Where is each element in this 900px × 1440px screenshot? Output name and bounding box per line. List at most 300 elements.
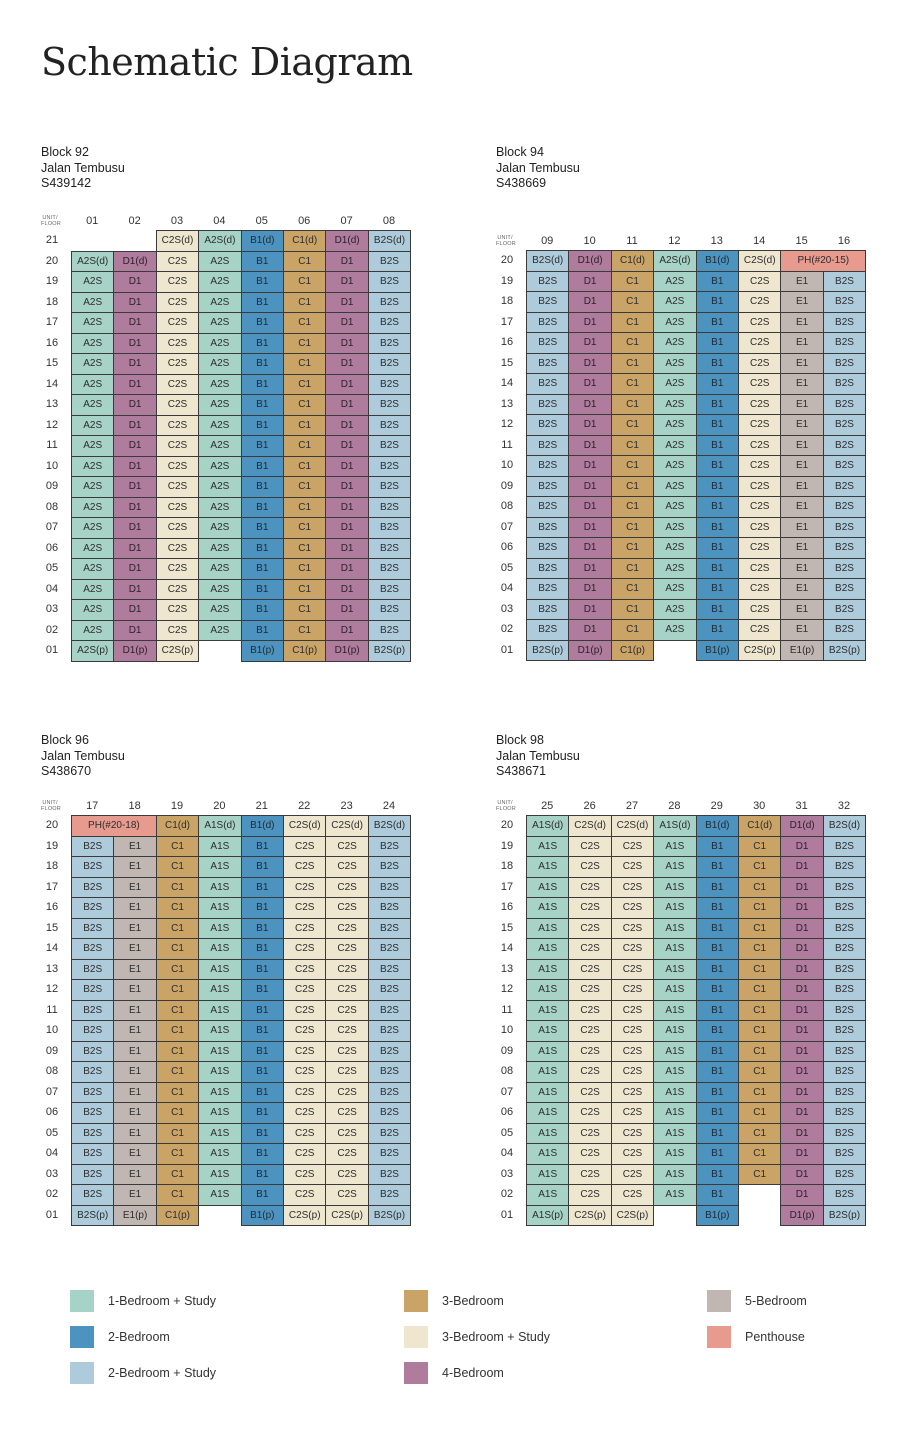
- unit-cell: A1S: [526, 1164, 569, 1186]
- unit-cell: B2S: [526, 496, 569, 518]
- unit-cell: A1S: [526, 877, 569, 899]
- unit-header: 06: [298, 215, 311, 227]
- unit-cell: B2S: [71, 1164, 114, 1186]
- unit-cell: D1: [113, 435, 156, 457]
- unit-cell: B2S: [823, 1061, 866, 1083]
- unit-cell: B2S: [368, 1020, 411, 1042]
- unit-cell: C1: [611, 332, 654, 354]
- unit-cell: A2S: [653, 537, 696, 559]
- unit-header: 05: [255, 215, 268, 227]
- unit-cell: D1(d): [780, 815, 823, 837]
- unit-cell: B1: [241, 374, 284, 396]
- unit-cell: C2S: [568, 1041, 611, 1063]
- unit-cell: B1(d): [241, 815, 284, 837]
- floor-label: 19: [500, 274, 514, 287]
- unit-cell: C2S: [738, 271, 781, 293]
- unit-cell: C1: [156, 856, 199, 878]
- unit-cell: C2S: [611, 1061, 654, 1083]
- unit-cell: A1S: [526, 897, 569, 919]
- unit-cell: B2S: [368, 959, 411, 981]
- legend-item: [707, 1290, 807, 1312]
- unit-floor-label: UNIT/ FLOOR: [41, 215, 61, 227]
- unit-cell: C2S: [156, 353, 199, 375]
- unit-cell: D1: [113, 538, 156, 560]
- floor-label: 20: [45, 254, 59, 267]
- unit-cell: B2S: [368, 1082, 411, 1104]
- unit-cell: B2S: [823, 938, 866, 960]
- unit-cell: B1(p): [696, 1205, 739, 1227]
- unit-header: 20: [213, 800, 226, 812]
- unit-cell: C2S: [568, 877, 611, 899]
- unit-cell: A1S: [653, 1000, 696, 1022]
- unit-cell: C1(p): [611, 640, 654, 662]
- unit-cell: C2S: [325, 1020, 368, 1042]
- floor-label: 16: [45, 336, 59, 349]
- unit-cell: B2S: [368, 1184, 411, 1206]
- floor-label: 14: [45, 377, 59, 390]
- legend-swatch: [707, 1326, 731, 1348]
- unit-cell: B1: [241, 1164, 284, 1186]
- unit-cell: C1: [156, 1123, 199, 1145]
- unit-cell: A2S: [71, 579, 114, 601]
- floor-label: 19: [45, 275, 59, 287]
- unit-cell: C2S: [568, 836, 611, 858]
- unit-cell: A1S: [653, 856, 696, 878]
- unit-cell: E1: [113, 1123, 156, 1145]
- unit-cell: B1: [241, 579, 284, 601]
- unit-cell: C2S: [611, 1164, 654, 1186]
- unit-cell: D1: [568, 476, 611, 498]
- unit-cell: C1: [611, 373, 654, 395]
- block-postal: S438670: [41, 764, 92, 778]
- unit-cell: B2S(p): [823, 640, 866, 662]
- unit-cell: D1: [325, 312, 368, 334]
- unit-cell: D1: [780, 959, 823, 981]
- unit-cell: E1: [780, 558, 823, 580]
- unit-cell: C2S: [156, 312, 199, 334]
- unit-cell: C2S: [738, 394, 781, 416]
- floor-label: 08: [500, 1065, 514, 1077]
- unit-cell: B2S: [823, 1143, 866, 1165]
- unit-cell: B1: [241, 1000, 284, 1022]
- unit-cell: C2S: [568, 1082, 611, 1104]
- unit-cell: B2S: [368, 1102, 411, 1124]
- unit-cell: A2S: [653, 619, 696, 641]
- unit-cell: C2S(d): [611, 815, 654, 837]
- unit-cell: A2S: [198, 620, 241, 642]
- unit-cell: A1S: [653, 938, 696, 960]
- unit-cell: B1: [696, 1143, 739, 1165]
- unit-cell: B2S: [823, 897, 866, 919]
- unit-cell: C2S(p): [568, 1205, 611, 1227]
- unit-cell: B2S: [526, 271, 569, 293]
- unit-cell: D1: [325, 538, 368, 560]
- unit-cell: C1: [156, 1143, 199, 1165]
- floor-label: 14: [500, 942, 514, 954]
- unit-cell: E1: [780, 476, 823, 498]
- block-street: Jalan Tembusu: [496, 748, 580, 763]
- unit-cell: C2S: [325, 1000, 368, 1022]
- unit-cell: A2S: [71, 312, 114, 334]
- unit-cell: A2S: [653, 394, 696, 416]
- floor-label: 15: [500, 356, 514, 369]
- unit-cell: D1: [568, 332, 611, 354]
- unit-cell: B1: [696, 599, 739, 621]
- unit-cell: A2S: [198, 415, 241, 437]
- unit-cell: C2S: [156, 271, 199, 293]
- floor-label: 01: [45, 644, 59, 656]
- unit-cell: B1: [241, 1123, 284, 1145]
- unit-cell: A1S: [653, 959, 696, 981]
- unit-cell: C2S: [156, 394, 199, 416]
- unit-cell: B2S: [368, 836, 411, 858]
- unit-cell: A2S: [198, 374, 241, 396]
- unit-cell: D1: [325, 292, 368, 314]
- unit-cell: C2S: [568, 1000, 611, 1022]
- block-block: Block 92: [41, 145, 89, 159]
- unit-cell: C2S(d): [325, 815, 368, 837]
- unit-cell: A2S: [653, 353, 696, 375]
- unit-cell: C1: [283, 292, 326, 314]
- unit-cell: C2S: [325, 918, 368, 940]
- unit-cell: B2S: [823, 496, 866, 518]
- unit-cell: A2S: [653, 312, 696, 334]
- unit-cell: B2S: [823, 558, 866, 580]
- unit-cell: C1: [738, 1102, 781, 1124]
- unit-cell: E1: [113, 1082, 156, 1104]
- unit-cell: D1: [780, 938, 823, 960]
- unit-cell: B1: [696, 1102, 739, 1124]
- unit-cell: D1: [568, 619, 611, 641]
- unit-header: 21: [255, 800, 268, 812]
- unit-cell: B2S: [71, 918, 114, 940]
- legend-label: 5-Bedroom: [745, 1294, 807, 1308]
- unit-cell: B2S: [823, 455, 866, 477]
- floor-label: 06: [45, 1106, 59, 1118]
- unit-cell: B2S: [526, 476, 569, 498]
- unit-cell: A2S: [653, 517, 696, 539]
- unit-cell: A1S: [526, 1020, 569, 1042]
- unit-cell: C2S(p): [283, 1205, 326, 1227]
- unit-cell: C1: [738, 897, 781, 919]
- floor-label: 03: [45, 1167, 59, 1180]
- unit-cell: B2S: [71, 856, 114, 878]
- block-block: Block 94: [496, 145, 544, 159]
- unit-cell: A1S: [526, 938, 569, 960]
- unit-cell: C2S: [325, 959, 368, 981]
- unit-cell: C1: [611, 312, 654, 334]
- unit-cell: C1: [283, 538, 326, 560]
- unit-cell: D1: [325, 353, 368, 375]
- unit-cell: A1S: [653, 877, 696, 899]
- unit-cell: C2S: [738, 414, 781, 436]
- unit-header: 22: [298, 800, 311, 812]
- unit-cell: B2S: [823, 599, 866, 621]
- legend-label: 2-Bedroom + Study: [108, 1366, 217, 1380]
- unit-cell: A1S: [653, 1184, 696, 1206]
- unit-cell: C2S: [568, 1184, 611, 1206]
- unit-header: 01: [86, 215, 99, 227]
- unit-cell: C2S: [283, 1164, 326, 1186]
- floor-label: 19: [500, 839, 514, 852]
- unit-cell: B1: [241, 312, 284, 334]
- unit-cell: C2S: [568, 1061, 611, 1083]
- unit-cell: B2S: [526, 312, 569, 334]
- unit-cell: A1S: [198, 1164, 241, 1186]
- unit-cell: E1: [780, 517, 823, 539]
- floor-label: 11: [46, 439, 58, 451]
- unit-cell: A2S: [653, 455, 696, 477]
- unit-cell: B2S: [368, 251, 411, 273]
- unit-cell: B1: [696, 619, 739, 641]
- legend-swatch: [70, 1326, 94, 1348]
- unit-cell: A1S: [526, 856, 569, 878]
- unit-cell: B2S: [368, 1061, 411, 1083]
- unit-cell: C2S: [325, 1123, 368, 1145]
- unit-cell: C1: [611, 496, 654, 518]
- unit-cell: C2S: [611, 1082, 654, 1104]
- unit-cell: B1: [696, 373, 739, 395]
- unit-cell: A2S(d): [653, 250, 696, 272]
- unit-cell: C1: [738, 1164, 781, 1186]
- floor-label: 03: [500, 602, 514, 615]
- unit-cell: C2S: [325, 979, 368, 1001]
- unit-cell: D1: [325, 251, 368, 273]
- unit-cell: B1: [241, 292, 284, 314]
- unit-cell: B1: [241, 476, 284, 498]
- floor-label: 17: [500, 315, 514, 328]
- floor-label: 08: [500, 500, 514, 512]
- unit-cell: B1: [241, 897, 284, 919]
- unit-cell: B2S: [823, 918, 866, 940]
- unit-cell: A2S: [71, 538, 114, 560]
- unit-cell: B2S: [823, 1184, 866, 1206]
- unit-cell: A2S: [653, 476, 696, 498]
- unit-cell: B2S(p): [368, 1205, 411, 1227]
- unit-cell: D1(p): [113, 640, 156, 662]
- unit-cell: B1: [696, 312, 739, 334]
- unit-cell: C2S(d): [156, 230, 199, 252]
- unit-cell: C2S: [738, 517, 781, 539]
- floor-label: 04: [500, 582, 514, 594]
- unit-cell: C2S: [156, 558, 199, 580]
- unit-cell: B1: [696, 476, 739, 498]
- unit-cell: C2S: [283, 918, 326, 940]
- unit-cell: D1: [113, 271, 156, 293]
- unit-cell: C1: [156, 1164, 199, 1186]
- unit-cell: B2S: [71, 1082, 114, 1104]
- unit-cell: D1: [113, 476, 156, 498]
- unit-cell: C2S: [611, 1041, 654, 1063]
- unit-cell: C1: [611, 619, 654, 641]
- unit-cell: C1: [738, 1020, 781, 1042]
- unit-floor-label: UNIT/ FLOOR: [496, 800, 516, 812]
- unit-cell: B2S: [368, 579, 411, 601]
- unit-cell: B2S: [526, 414, 569, 436]
- floor-label: 02: [500, 623, 514, 635]
- floor-label: 12: [45, 418, 59, 431]
- unit-cell: A2S: [71, 599, 114, 621]
- unit-header: 15: [795, 235, 808, 247]
- unit-cell: B2S: [526, 373, 569, 395]
- floor-label: 09: [45, 480, 59, 492]
- unit-cell: D1: [568, 353, 611, 375]
- unit-cell: C1: [156, 1000, 199, 1022]
- unit-cell: C2S(p): [611, 1205, 654, 1227]
- unit-cell: B1(p): [241, 1205, 284, 1227]
- unit-cell: C2S: [611, 979, 654, 1001]
- unit-cell: C1: [738, 836, 781, 858]
- unit-cell: C2S: [611, 856, 654, 878]
- unit-cell: C2S: [283, 877, 326, 899]
- unit-cell: B2S: [368, 415, 411, 437]
- unit-cell: B1(d): [696, 815, 739, 837]
- unit-cell: A2S: [198, 292, 241, 314]
- floor-label: 04: [500, 1147, 514, 1159]
- unit-cell: E1: [780, 394, 823, 416]
- unit-cell: D1: [568, 394, 611, 416]
- unit-cell: C2S: [611, 1143, 654, 1165]
- unit-cell: C2S: [156, 333, 199, 355]
- floor-label: 13: [45, 962, 59, 975]
- unit-cell: C2S: [738, 435, 781, 457]
- unit-cell: B1(d): [241, 230, 284, 252]
- unit-cell: C2S: [325, 1041, 368, 1063]
- unit-cell: C1: [283, 374, 326, 396]
- block-block: Block 98: [496, 733, 544, 747]
- unit-cell: C1(p): [156, 1205, 199, 1227]
- unit-cell: B1: [696, 496, 739, 518]
- unit-cell: C1: [738, 856, 781, 878]
- unit-cell: B1: [241, 517, 284, 539]
- unit-cell: C1: [156, 1061, 199, 1083]
- unit-cell: B2S: [823, 291, 866, 313]
- unit-header: 04: [213, 215, 226, 227]
- unit-cell: C1: [156, 877, 199, 899]
- block-postal: S438671: [496, 764, 547, 778]
- unit-cell: B2S: [368, 856, 411, 878]
- unit-cell: B1: [696, 959, 739, 981]
- unit-cell: C2S: [738, 332, 781, 354]
- floor-label: 10: [500, 1024, 514, 1036]
- unit-cell: E1: [780, 271, 823, 293]
- unit-cell: A1S: [198, 1020, 241, 1042]
- floor-label: 10: [45, 1024, 59, 1036]
- unit-cell: A2S: [71, 620, 114, 642]
- unit-cell: D1: [325, 620, 368, 642]
- unit-cell: C1: [611, 517, 654, 539]
- legend-label: 3-Bedroom + Study: [442, 1330, 551, 1344]
- unit-cell: C1: [738, 938, 781, 960]
- unit-cell: D1: [780, 1102, 823, 1124]
- unit-cell: C2S: [611, 1000, 654, 1022]
- unit-header: 09: [541, 235, 554, 247]
- unit-cell: A1S: [526, 959, 569, 981]
- unit-cell: C2S: [325, 897, 368, 919]
- unit-cell: C1: [156, 938, 199, 960]
- unit-cell: C2S: [156, 292, 199, 314]
- unit-cell: B1: [696, 1041, 739, 1063]
- unit-header: 08: [382, 215, 396, 227]
- unit-cell: E1: [113, 1143, 156, 1165]
- floor-label: 05: [500, 561, 514, 574]
- unit-cell: E1: [113, 877, 156, 899]
- legend-swatch: [404, 1290, 428, 1312]
- unit-cell: A2S: [71, 517, 114, 539]
- unit-cell: D1: [568, 537, 611, 559]
- unit-cell: E1: [113, 1184, 156, 1206]
- floor-label: 05: [500, 1126, 514, 1139]
- unit-header: 12: [668, 235, 681, 247]
- unit-cell: C1: [283, 620, 326, 642]
- unit-cell: B2S: [368, 353, 411, 375]
- unit-cell: C2S: [611, 918, 654, 940]
- floor-label: 10: [500, 459, 514, 471]
- unit-header: 25: [541, 800, 554, 812]
- unit-cell: D1: [325, 415, 368, 437]
- unit-cell: B1: [696, 271, 739, 293]
- floor-label: 07: [500, 1085, 514, 1098]
- unit-cell: B1: [696, 1123, 739, 1145]
- floor-label: 15: [500, 921, 514, 934]
- unit-cell: C1: [738, 1061, 781, 1083]
- unit-cell: A2S: [71, 333, 114, 355]
- unit-cell: D1(d): [113, 251, 156, 273]
- legend-item: [404, 1290, 504, 1312]
- unit-cell: A2S: [71, 292, 114, 314]
- unit-cell: C2S: [156, 517, 199, 539]
- unit-cell: A2S(d): [71, 251, 114, 273]
- unit-cell: B1: [241, 435, 284, 457]
- unit-cell: D1: [568, 373, 611, 395]
- floor-label: 06: [500, 1106, 514, 1118]
- unit-cell: A2S: [71, 435, 114, 457]
- unit-cell: C2S: [283, 938, 326, 960]
- unit-cell: C2S(p): [156, 640, 199, 662]
- penthouse-unit-cell: PH(#20-15): [780, 250, 866, 272]
- unit-cell: E1: [780, 578, 823, 600]
- unit-cell: B2S: [823, 1020, 866, 1042]
- unit-cell: C1: [283, 333, 326, 355]
- block-block: Block 96: [41, 733, 89, 747]
- unit-cell: D1(d): [568, 250, 611, 272]
- unit-cell: B1: [241, 620, 284, 642]
- unit-cell: C2S: [325, 856, 368, 878]
- unit-cell: C2S: [325, 938, 368, 960]
- unit-cell: C2S: [568, 1164, 611, 1186]
- unit-cell: B2S: [368, 1041, 411, 1063]
- unit-cell: B1: [241, 599, 284, 621]
- unit-cell: A2S: [653, 578, 696, 600]
- floor-label: 07: [45, 521, 59, 533]
- unit-cell: E1(p): [780, 640, 823, 662]
- unit-cell: B1: [696, 332, 739, 354]
- unit-cell: C2S: [156, 476, 199, 498]
- unit-cell: A2S: [198, 271, 241, 293]
- unit-cell: C2S: [738, 455, 781, 477]
- unit-header: 11: [626, 235, 638, 247]
- unit-cell: C2S: [283, 1123, 326, 1145]
- unit-cell: E1: [780, 373, 823, 395]
- unit-cell: B2S: [368, 1164, 411, 1186]
- unit-cell: A1S: [198, 938, 241, 960]
- floor-label: 03: [500, 1167, 514, 1180]
- unit-cell: C1: [156, 1020, 199, 1042]
- unit-cell: B2S: [526, 537, 569, 559]
- unit-cell: D1: [780, 1082, 823, 1104]
- unit-cell: E1: [113, 979, 156, 1001]
- unit-cell: D1: [113, 333, 156, 355]
